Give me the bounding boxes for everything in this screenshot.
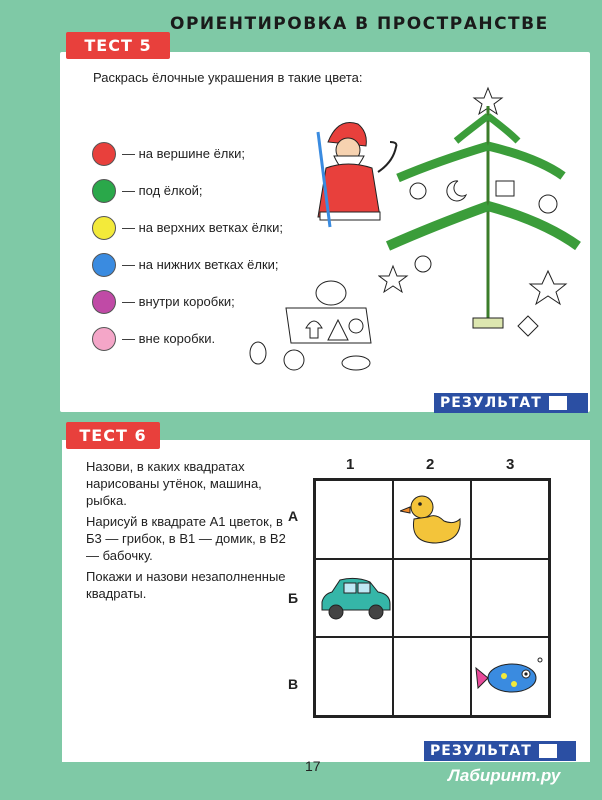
test5-tab: ТЕСТ 5	[66, 32, 170, 59]
page-title: ОРИЕНТИРОВКА В ПРОСТРАНСТВЕ	[170, 14, 549, 34]
page-number: 17	[305, 758, 321, 774]
green-dot	[92, 179, 116, 203]
color-row-under	[92, 172, 283, 209]
duckling-icon	[400, 489, 468, 551]
result-checkbox[interactable]	[548, 395, 568, 411]
color-label: — на верхних ветках ёлки;	[122, 220, 283, 235]
yellow-dot	[92, 216, 116, 240]
christmas-tree-illustration	[378, 86, 588, 346]
result-checkbox[interactable]	[538, 743, 558, 759]
grid-cell-b3[interactable]	[471, 559, 549, 638]
grid-cell-a2[interactable]	[393, 480, 471, 559]
grid-cell-a3[interactable]	[471, 480, 549, 559]
test6-tab: ТЕСТ 6	[66, 422, 160, 449]
test5-instruction: Раскрась ёлочные украшения в такие цвета:	[93, 70, 363, 85]
grid-cell-c2[interactable]	[393, 637, 471, 716]
color-label: — внутри коробки;	[122, 294, 235, 309]
color-label: — вне коробки.	[122, 331, 216, 346]
test6-result[interactable]	[424, 741, 576, 761]
instruction-paragraph: Назови, в каких квадратах нарисованы утёнок, машина, рыбка.	[86, 459, 262, 508]
column-label: 2	[426, 456, 435, 473]
row-label: В	[288, 676, 299, 692]
result-label: РЕЗУЛЬТАТ	[430, 743, 532, 759]
grid-cell-b2[interactable]	[393, 559, 471, 638]
red-dot	[92, 142, 116, 166]
instruction-paragraph: Нарисуй в квадрате А1 цветок, в Б3 — грибок, в В1 — домик, в В2 — бабочку.	[86, 514, 286, 563]
color-row-upper	[92, 209, 283, 246]
car-icon	[318, 574, 394, 624]
color-label: — на нижних ветках ёлки;	[122, 257, 279, 272]
row-label: А	[288, 508, 299, 524]
fish-icon	[474, 654, 548, 700]
column-label: 3	[506, 456, 515, 473]
test6-instructions	[86, 458, 286, 606]
color-label: — под ёлкой;	[122, 183, 203, 198]
row-label: Б	[288, 590, 299, 606]
square-grid	[313, 478, 551, 718]
gift-box-illustration	[246, 278, 386, 378]
instruction-paragraph: Покажи и назови незаполненные квадраты.	[86, 569, 286, 601]
grid-cell-c3[interactable]	[471, 637, 549, 716]
result-label: РЕЗУЛЬТАТ	[440, 395, 542, 411]
pink-dot	[92, 327, 116, 351]
blue-dot	[92, 253, 116, 277]
test5-result[interactable]	[434, 393, 588, 413]
color-label: — на вершине ёлки;	[122, 146, 245, 161]
grid-cell-b1[interactable]	[315, 559, 393, 638]
column-label: 1	[346, 456, 355, 473]
grid-cell-c1[interactable]	[315, 637, 393, 716]
grid-cell-a1[interactable]	[315, 480, 393, 559]
purple-dot	[92, 290, 116, 314]
watermark: Лабиринт.ру	[448, 766, 561, 785]
color-row-top	[92, 135, 283, 172]
